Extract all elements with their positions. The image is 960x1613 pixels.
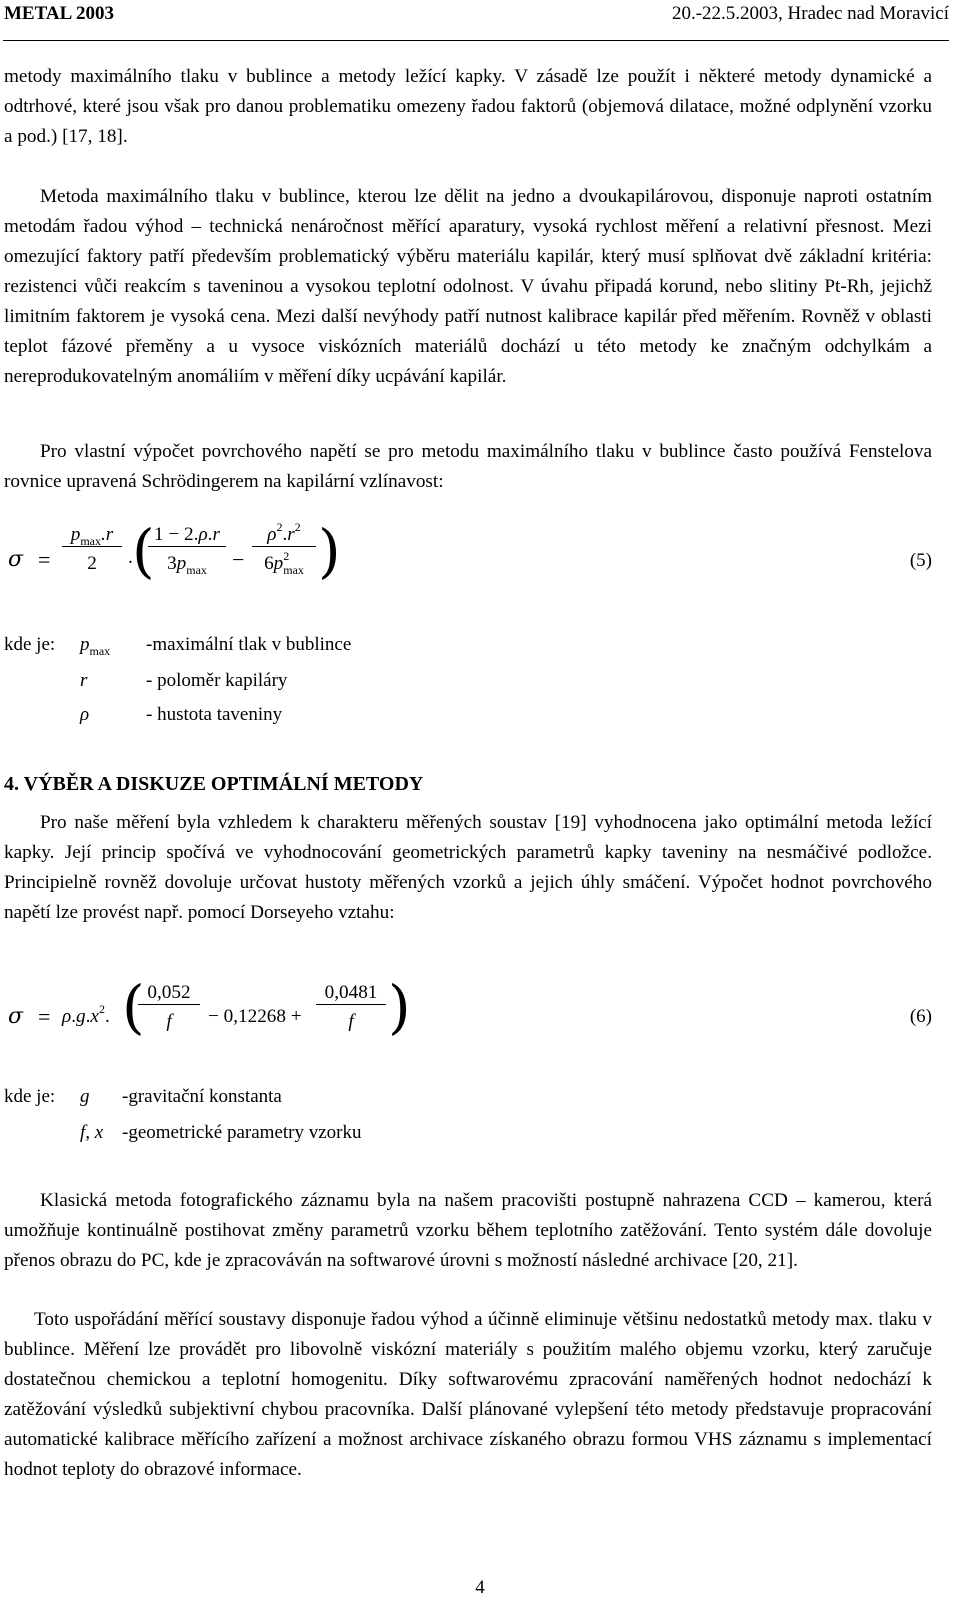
equation-6: σ = $\rho.g.x^2$. ( 0,052 f − 0,12268 + 0,0481 f ) (6)	[8, 973, 932, 1041]
definition-f-x-text: -geometrické parametry vzorku	[122, 1122, 362, 1143]
paragraph-1: metody maximálního tlaku v bublince a metody ležící kapky. V zásadě lze použít i některé metody dynamické a odtrhové, které jsou však pro danou problematiku omezeny řadou faktorů (objemová dilatace, možné odplynění vzorku a pod.) [17, 18].	[4, 66, 932, 147]
definition-pmax: $p_{max}$	[80, 634, 111, 658]
equation-number-5: (5)	[909, 550, 932, 571]
fraction-pmax-r-over-2: $p_{max}.r$ 2	[62, 524, 122, 575]
paragraph-2: Metoda maximálního tlaku v bublince, kterou lze dělit na jedno a dvoukapilárovou, disponuje naproti ostatním metodám řadou výhod – technická nenáročnost měřící aparatury, vysoká rychlost měření a relativní přesnost. Mezi omezující faktory patří především problematický výběru materiálu kapilár, který musí splňovat dvě základní kritéria: rezistenci vůči reakcím s taveninou a vysokou teplotní odolnost. V úvahu připadá korund, nebo slitiny Pt-Rh, jejichž limitním faktorem je vysoká cena. Mezi další nevýhody patří nutnost kalibrace kapilár před měřením. Rovněž v oblasti teplot fázové přeměny a u vysoce viskózních materiálů dochází u této metody ke značným odchylkám a nereprodukovatelným anomáliím v měření díky ucpávání kapilár.	[4, 186, 932, 387]
definitions-intro-5: kde je:	[4, 634, 56, 655]
paragraph-5: Klasická metoda fotografického záznamu byla na našem pracovišti postupně nahrazena CCD – kamerou, která umožňuje kontinuálně postihovat změny parametrů vzorku během teplotního zatěžování. Tento systém dále dovoluje přenos obrazu do PC, kde je zpracováván na softwarové úrovni s možností následné archivace [20, 21].	[4, 1190, 932, 1271]
equation-number-6: (6)	[909, 1006, 932, 1027]
fraction-c1: 0,052 f	[138, 982, 200, 1033]
sigma-symbol: σ	[8, 547, 24, 572]
paragraph-3: Pro vlastní výpočet povrchového napětí se pro metodu maximálního tlaku v bublince často používá Fenstelova rovnice upravená Schrödingerem na kapilární vzlínavost:	[4, 441, 932, 492]
conference-date-place: 20.-22.5.2003, Hradec nad Moravicí	[671, 3, 949, 24]
page-header	[3, 0, 949, 41]
paragraph-6: Toto uspořádání měřící soustavy disponuje řadou výhod a účinně eliminuje většinu nedostatků metody max. tlaku v bublince. Měření lze provádět pro libovolně viskózní materiály s použitím malého objemu vzorku, který zaručuje dostatečnou chemickou a teplotní homogenitu. Díky softwarovému zpracování naměřených hodnot nedochází k zatěžování výsledků subjektivní chybou pracovníka. Další plánované vylepšení této metody představuje propracování automatické kalibrace měřícího zařízení a možnost archivace získaného obrazu formou VHS záznamu s implementací hodnot teploty do obrazové informace.	[4, 1309, 932, 1480]
definition-rho-text: - hustota taveniny	[146, 704, 283, 725]
definition-rho: ρ	[80, 704, 90, 725]
definitions-intro-6: kde je:	[4, 1086, 56, 1107]
paragraph-4: Pro naše měření byla vzhledem k charakteru měřených soustav [19] vyhodnocena jako optimální metoda ležící kapky. Její princip spočívá ve vyhodnocování geometrických parametrů kapky taveniny na nesmáčivé podložce. Principielně rovněž dovoluje určovat hustoty měřených vzorků a jejich úhly smáčení. Výpočet hodnot povrchového napětí lze provést např. pomocí Dorseyeho vztahu:	[4, 812, 932, 923]
definition-r-text: - poloměr kapiláry	[146, 670, 288, 691]
definition-f-x: f, x	[80, 1122, 104, 1143]
definition-g-text: -gravitační konstanta	[122, 1086, 282, 1107]
definition-r: r	[80, 670, 88, 691]
definition-g: g	[80, 1086, 90, 1107]
fraction-term-2: $\rho^2.r^2$ $6p^2_{max}$	[252, 524, 316, 575]
fraction-c3: 0,0481 f	[316, 982, 386, 1033]
conference-name: METAL 2003	[4, 3, 114, 24]
section-heading: 4. VÝBĚR A DISKUZE OPTIMÁLNÍ METODY	[4, 773, 424, 795]
equation-5: σ = $p_{max}.r$ 2 . ( 1 − 2.ρ.r $3p_{max}$ − $\rho^2.r^2$ $6p^2_{max}$ ) (5)	[8, 517, 932, 585]
definition-pmax-text: -maximální tlak v bublince	[146, 634, 352, 655]
fraction-term-1: 1 − 2.ρ.r $3p_{max}$	[148, 524, 226, 575]
page-number: 4	[475, 1577, 485, 1598]
